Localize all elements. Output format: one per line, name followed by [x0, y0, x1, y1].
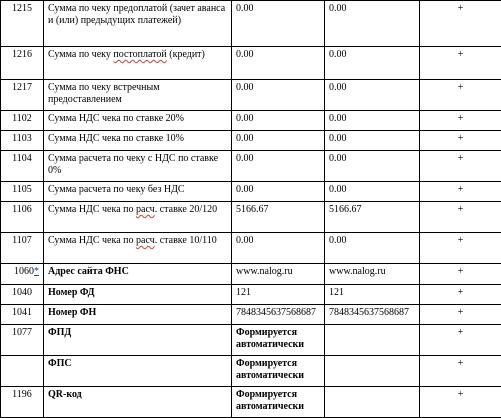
- value-cell: 0.00: [232, 233, 325, 264]
- tag-cell: 1106: [1, 202, 44, 233]
- requisite-name-cell: ФПС: [44, 356, 232, 387]
- value-cell: www.nalog.ru: [232, 264, 325, 285]
- flag-cell: +: [420, 233, 501, 264]
- value-cell: 5166.67: [325, 202, 420, 233]
- value-cell: 0.00: [232, 111, 325, 131]
- requisite-name-cell: Сумма НДС чека по ставке 20%: [44, 111, 232, 131]
- value-cell: 0.00: [232, 131, 325, 151]
- flag-cell: +: [420, 285, 501, 305]
- value-cell: 0.00: [325, 1, 420, 47]
- value-cell: [325, 356, 420, 387]
- tag-cell: 1105: [1, 182, 44, 202]
- value-cell: 121: [325, 285, 420, 305]
- requisite-name-cell: [44, 202, 232, 233]
- requisite-name-cell: Сумма НДС чека по ставке 10%: [44, 131, 232, 151]
- name-text: . ставке 10/110: [155, 235, 217, 246]
- value-cell: 7848345637568687: [232, 305, 325, 325]
- value-cell: 0.00: [325, 233, 420, 264]
- table-row: [1, 264, 501, 285]
- table-row: [1, 151, 501, 182]
- table-row: [1, 305, 501, 325]
- requisite-name-cell: [44, 233, 232, 264]
- name-text: . ставке 20/120: [155, 204, 217, 215]
- value-cell: 0.00: [232, 47, 325, 80]
- value-cell: 7848345637568687: [325, 305, 420, 325]
- spellcheck-word: расч: [136, 204, 155, 215]
- requisite-name-cell: Сумма расчета по чеку с НДС по ставке 0%: [44, 151, 232, 182]
- flag-cell: +: [420, 356, 501, 387]
- flag-cell: +: [420, 305, 501, 325]
- value-cell: 0.00: [325, 182, 420, 202]
- tag-cell: 1196: [1, 387, 44, 418]
- table-row: [1, 1, 501, 47]
- flag-cell: +: [420, 47, 501, 80]
- tag-cell: 1107: [1, 233, 44, 264]
- tag-cell: 1103: [1, 131, 44, 151]
- flag-cell: +: [420, 325, 501, 356]
- tag-cell: 1077: [1, 325, 44, 356]
- tag-cell: 1104: [1, 151, 44, 182]
- value-cell: 0.00: [325, 111, 420, 131]
- value-cell: 0.00: [232, 1, 325, 47]
- table-row: [1, 80, 501, 111]
- spellcheck-word: расч: [136, 235, 155, 246]
- tag-cell: 1041: [1, 305, 44, 325]
- tag-cell: [1, 264, 44, 285]
- flag-cell: +: [420, 182, 501, 202]
- flag-cell: +: [420, 387, 501, 418]
- value-cell: 0.00: [325, 151, 420, 182]
- table-row: [1, 47, 501, 80]
- value-cell: 121: [232, 285, 325, 305]
- name-text: Сумма НДС чека по: [48, 235, 136, 246]
- value-cell: Формируется автоматически: [232, 356, 325, 387]
- requisite-name-cell: QR-код: [44, 387, 232, 418]
- table-row: [1, 325, 501, 356]
- tag-cell: 1102: [1, 111, 44, 131]
- requisite-name-cell: Номер ФД: [44, 285, 232, 305]
- requisite-name-cell: Сумма по чеку предоплатой (зачет аванса и (или) предыдущих платежей): [44, 1, 232, 47]
- spellcheck-word: постоплатой: [113, 49, 166, 60]
- tag-cell: 1217: [1, 80, 44, 111]
- flag-cell: +: [420, 111, 501, 131]
- flag-cell: +: [420, 80, 501, 111]
- requisite-name-cell: Адрес сайта ФНС: [44, 264, 232, 285]
- value-cell: Формируется автоматически: [232, 325, 325, 356]
- tag-cell: [1, 356, 44, 387]
- table-row: [1, 233, 501, 264]
- tag-text: 1060: [14, 266, 34, 277]
- value-cell: 0.00: [325, 131, 420, 151]
- requisite-name-cell: Сумма по чеку встречным предоставлением: [44, 80, 232, 111]
- table-row: [1, 356, 501, 387]
- requisite-name-cell: Номер ФН: [44, 305, 232, 325]
- requisite-name-cell: Сумма расчета по чеку без НДС: [44, 182, 232, 202]
- flag-cell: +: [420, 131, 501, 151]
- flag-cell: +: [420, 1, 501, 47]
- table-row: [1, 285, 501, 305]
- flag-cell: +: [420, 264, 501, 285]
- value-cell: 0.00: [232, 151, 325, 182]
- value-cell: 5166.67: [232, 202, 325, 233]
- value-cell: 0.00: [232, 182, 325, 202]
- name-text: Сумма НДС чека по: [48, 204, 136, 215]
- value-cell: 0.00: [325, 47, 420, 80]
- value-cell: [325, 325, 420, 356]
- table-row: [1, 111, 501, 131]
- tag-cell: 1215: [1, 1, 44, 47]
- name-text: (кредит): [167, 49, 205, 60]
- tag-cell: 1216: [1, 47, 44, 80]
- table-row: [1, 387, 501, 418]
- tag-cell: 1040: [1, 285, 44, 305]
- value-cell: www.nalog.ru: [325, 264, 420, 285]
- flag-cell: +: [420, 202, 501, 233]
- requisite-name-cell: [44, 47, 232, 80]
- table-row: [1, 202, 501, 233]
- requisite-name-cell: ФПД: [44, 325, 232, 356]
- value-cell: [325, 387, 420, 418]
- value-cell: Формируется автоматически: [232, 387, 325, 418]
- table-row: [1, 182, 501, 202]
- value-cell: 0.00: [325, 80, 420, 111]
- flag-cell: +: [420, 151, 501, 182]
- table-row: [1, 131, 501, 151]
- value-cell: 0.00: [232, 80, 325, 111]
- name-text: Сумма по чеку: [48, 49, 113, 60]
- footnote-link[interactable]: *: [34, 266, 39, 277]
